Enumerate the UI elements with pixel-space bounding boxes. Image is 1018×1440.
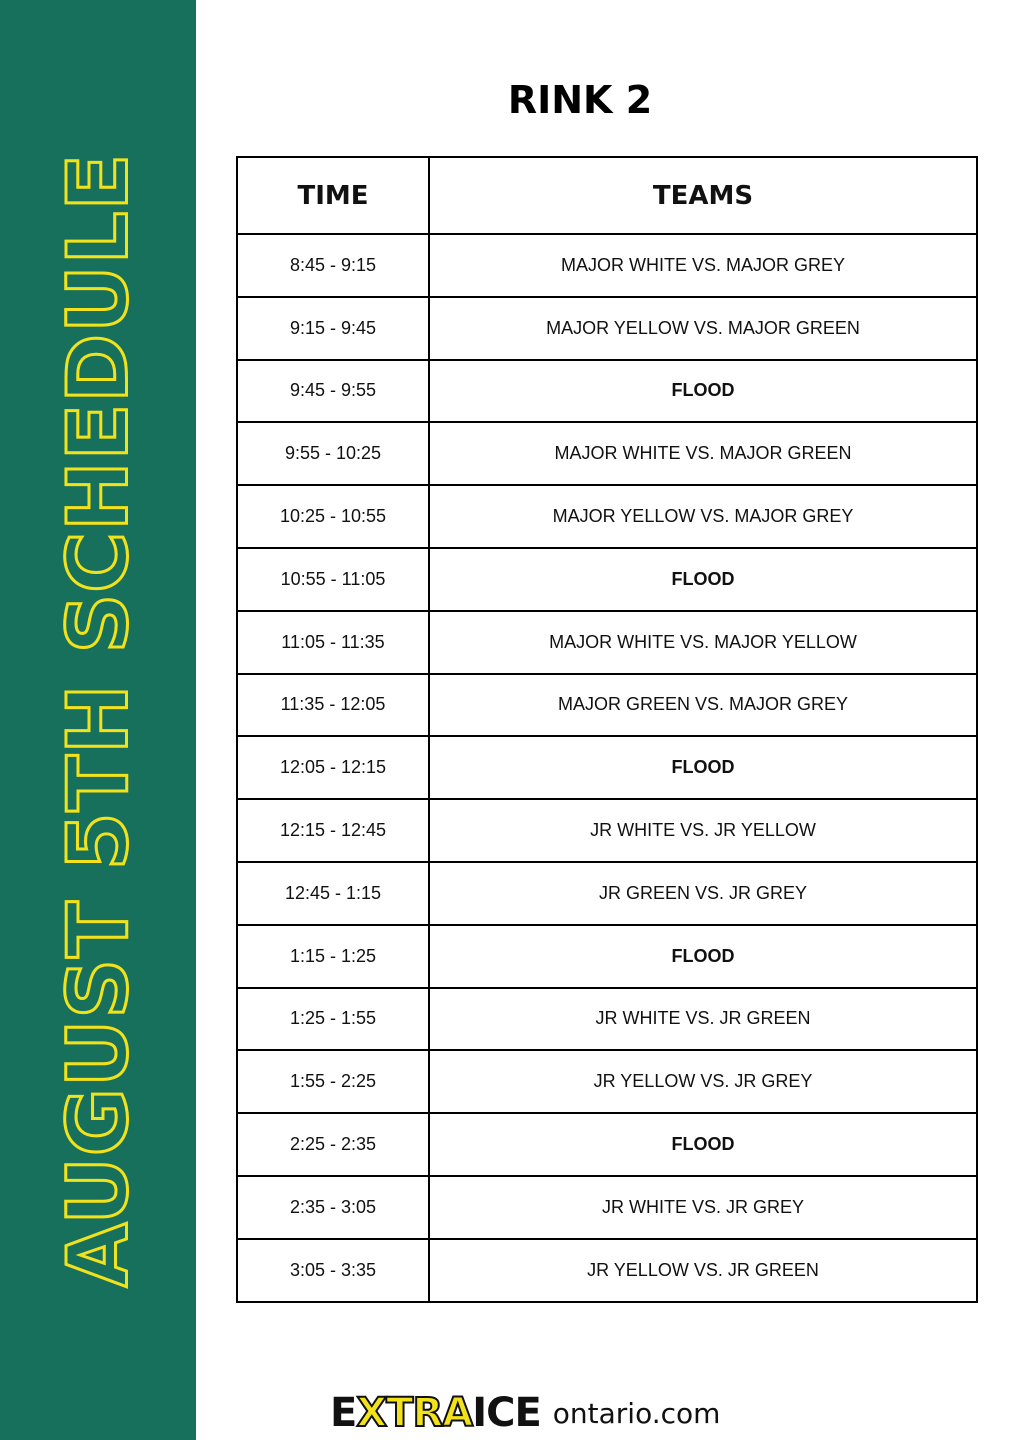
table-row — [237, 548, 977, 611]
table-row — [237, 485, 977, 548]
time-cell: 10:25 - 10:55 — [237, 485, 429, 548]
time-cell: 8:45 - 9:15 — [237, 234, 429, 297]
logo-prefix: E — [330, 1390, 357, 1436]
logo-suffix: ICE — [472, 1390, 541, 1436]
time-cell: 12:05 - 12:15 — [237, 736, 429, 799]
teams-cell: MAJOR WHITE VS. MAJOR GREY — [429, 234, 977, 297]
table-row — [237, 611, 977, 674]
table-row — [237, 360, 977, 423]
table-row — [237, 925, 977, 988]
logo-highlight: XTRA — [356, 1390, 473, 1436]
schedule-body — [237, 234, 977, 1302]
teams-cell: MAJOR GREEN VS. MAJOR GREY — [429, 674, 977, 737]
table-header-row — [237, 157, 977, 234]
flood-cell: FLOOD — [429, 925, 977, 988]
teams-cell: MAJOR WHITE VS. MAJOR GREEN — [429, 422, 977, 485]
time-cell: 11:35 - 12:05 — [237, 674, 429, 737]
time-cell: 1:25 - 1:55 — [237, 988, 429, 1051]
table-row — [237, 1239, 977, 1302]
table-row — [237, 799, 977, 862]
table-row — [237, 234, 977, 297]
teams-cell: JR GREEN VS. JR GREY — [429, 862, 977, 925]
teams-cell: MAJOR YELLOW VS. MAJOR GREY — [429, 485, 977, 548]
teams-cell: JR YELLOW VS. JR GREY — [429, 1050, 977, 1113]
time-cell: 10:55 - 11:05 — [237, 548, 429, 611]
table-row — [237, 862, 977, 925]
schedule-date-title: AUGUST 5TH SCHEDULE — [49, 152, 147, 1288]
table-row — [237, 297, 977, 360]
time-cell: 9:55 - 10:25 — [237, 422, 429, 485]
time-cell: 1:55 - 2:25 — [237, 1050, 429, 1113]
teams-cell: JR WHITE VS. JR GREY — [429, 1176, 977, 1239]
footer-url: ontario.com — [552, 1396, 721, 1430]
teams-cell: JR YELLOW VS. JR GREEN — [429, 1239, 977, 1302]
flood-cell: FLOOD — [429, 548, 977, 611]
table-row — [237, 1113, 977, 1176]
page-title: RINK 2 — [507, 78, 653, 122]
table-row — [237, 422, 977, 485]
time-cell: 9:15 - 9:45 — [237, 297, 429, 360]
flood-cell: FLOOD — [429, 360, 977, 423]
flood-cell: FLOOD — [429, 1113, 977, 1176]
teams-cell: JR WHITE VS. JR YELLOW — [429, 799, 977, 862]
table-row — [237, 1176, 977, 1239]
table-row — [237, 1050, 977, 1113]
time-cell: 2:35 - 3:05 — [237, 1176, 429, 1239]
table-row — [237, 988, 977, 1051]
table-row — [237, 736, 977, 799]
time-cell: 12:15 - 12:45 — [237, 799, 429, 862]
time-cell: 1:15 - 1:25 — [237, 925, 429, 988]
footer-brand — [330, 1388, 720, 1438]
teams-cell: MAJOR WHITE VS. MAJOR YELLOW — [429, 611, 977, 674]
teams-cell: MAJOR YELLOW VS. MAJOR GREEN — [429, 297, 977, 360]
teams-cell: JR WHITE VS. JR GREEN — [429, 988, 977, 1051]
time-cell: 9:45 - 9:55 — [237, 360, 429, 423]
time-cell: 2:25 - 2:35 — [237, 1113, 429, 1176]
table-row — [237, 674, 977, 737]
time-cell: 12:45 - 1:15 — [237, 862, 429, 925]
time-cell: 11:05 - 11:35 — [237, 611, 429, 674]
sidebar — [0, 0, 196, 1440]
column-header-teams: TEAMS — [429, 157, 977, 234]
flood-cell: FLOOD — [429, 736, 977, 799]
schedule-table — [236, 156, 978, 1303]
time-cell: 3:05 - 3:35 — [237, 1239, 429, 1302]
column-header-time: TIME — [237, 157, 429, 234]
extraice-logo — [330, 1390, 541, 1436]
